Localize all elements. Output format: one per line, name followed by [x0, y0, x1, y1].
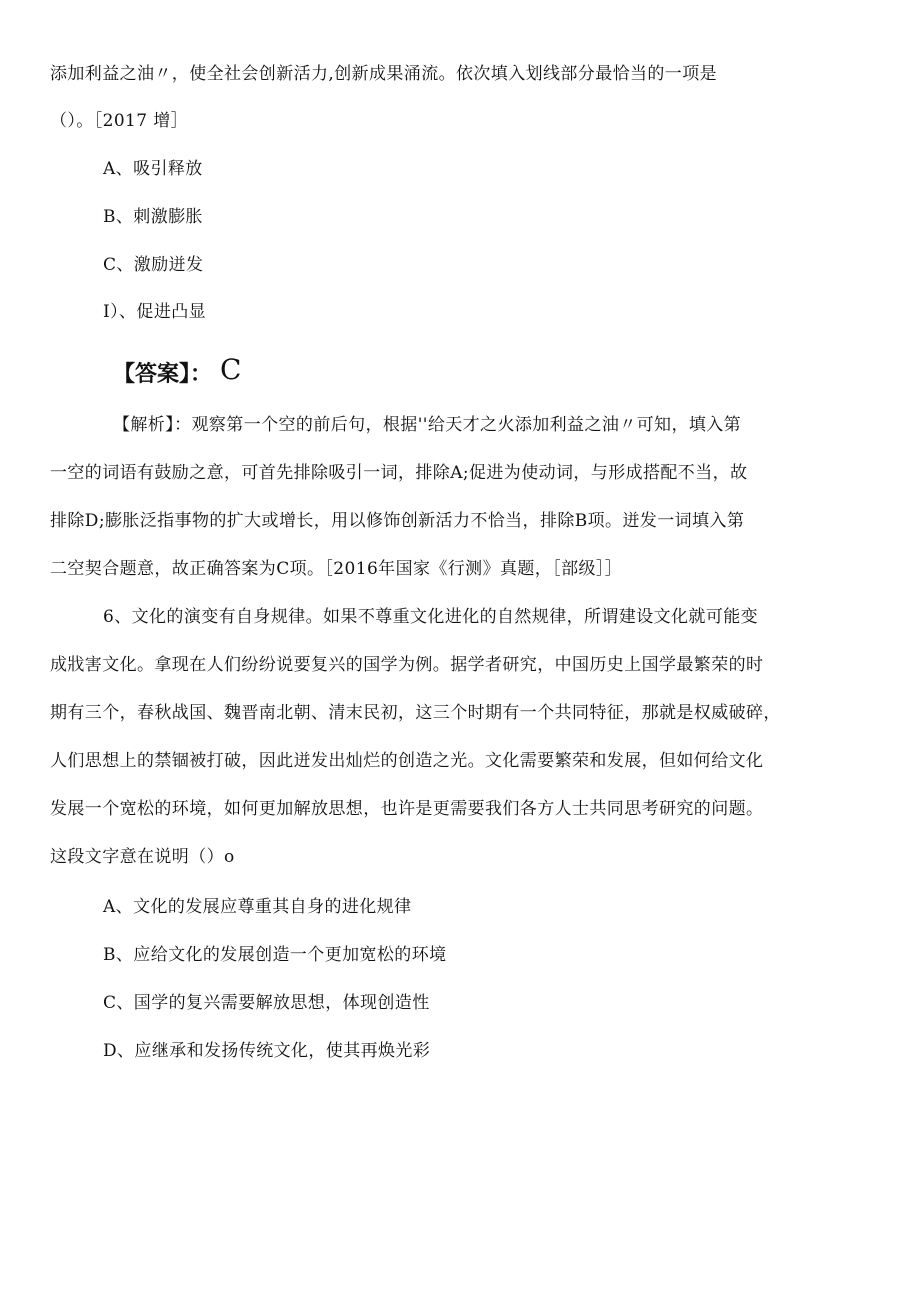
option-c: C、激励迸发 [103, 255, 204, 275]
question-stem-line: （）。［2017 增］ [50, 111, 189, 131]
question-stem-line: 发展一个宽松的环境，如何更加解放思想，也许是更需要我们各方人士共同思考研究的问题。 [50, 799, 764, 819]
option-b: B、刺激膨胀 [103, 207, 203, 227]
analysis-line: 【解析】：观察第一个空的前后句，根据''给天才之火添加利益之油〃可知，填入第 [113, 415, 742, 435]
question-stem-line: 期有三个，春秋战国、魏晋南北朝、清末民初，这三个时期有一个共同特征，那就是权威破碎， [50, 703, 781, 723]
question-stem-line: 添加利益之油〃，使全社会创新活力,创新成果涌流。依次填入划线部分最恰当的一项是 [50, 64, 718, 84]
answer-value: C [220, 353, 242, 386]
answer-heading [113, 353, 242, 390]
question-stem-line: 成戕害文化。拿现在人们纷纷说要复兴的国学为例。据学者研究，中国历史上国学最繁荣的时 [50, 655, 764, 675]
analysis-line: 一空的词语有鼓励之意，可首先排除吸引一词，排除A;促进为使动词，与形成搭配不当，故 [50, 463, 748, 483]
question-stem-line: 6、文化的演变有自身规律。如果不尊重文化进化的自然规律，所谓建设文化就可能变 [103, 607, 759, 627]
option-c: C、国学的复兴需要解放思想，体现创造性 [103, 993, 430, 1013]
analysis-line: 排除D;膨胀泛指事物的扩大或增长，用以修饰创新活力不恰当，排除B项。迸发一词填入第 [50, 511, 745, 531]
option-d: D、应继承和发扬传统文化，使其再焕光彩 [103, 1041, 431, 1061]
option-d: I）、促进凸显 [103, 302, 207, 322]
option-a: A、文化的发展应尊重其自身的进化规律 [103, 897, 412, 917]
question-stem-line: 人们思想上的禁锢被打破，因此迸发出灿烂的创造之光。文化需要繁荣和发展，但如何给文化 [50, 751, 764, 771]
answer-label: 【答案】： [113, 362, 213, 387]
option-a: A、吸引释放 [103, 159, 203, 179]
question-stem-line: 这段文字意在说明（）o [50, 847, 235, 867]
analysis-line: 二空契合题意，故正确答案为C项。［2016年国家《行测》真题，［部级］］ [50, 559, 623, 579]
option-b: B、应给文化的发展创造一个更加宽松的环境 [103, 945, 447, 965]
